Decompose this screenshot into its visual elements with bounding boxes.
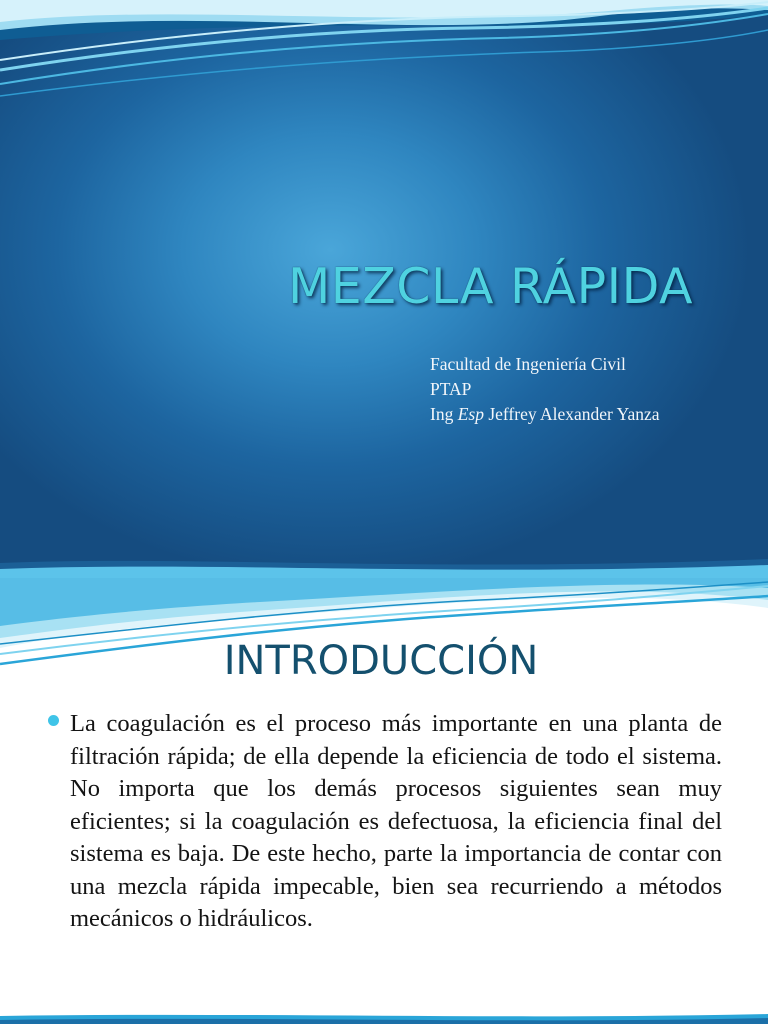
bottom-wave-decoration bbox=[0, 555, 768, 578]
slide-title: MEZCLA RÁPIDA bbox=[288, 258, 694, 315]
bullet-text: La coagulación es el proceso más importante en una planta de filtración rápida; de ella depende la eficiencia de todo el sistema. No importa que los demás procesos siguientes sean muy eficientes; si la coagulación es defectuosa, la eficiencia final del sistema es baja. De este hecho, parte la importancia de contar con una mezcla rápida impecable, bien sea recurriendo a métodos mecánicos o hidráulicos. bbox=[70, 710, 722, 932]
introduction-slide bbox=[0, 578, 768, 1024]
author-name: Jeffrey Alexander Yanza bbox=[483, 404, 660, 424]
faculty-line: Facultad de Ingeniería Civil bbox=[430, 354, 626, 374]
section-heading: INTRODUCCIÓN bbox=[223, 638, 539, 684]
top-wave-decoration bbox=[0, 0, 768, 110]
bottom-wave-decoration bbox=[0, 1012, 768, 1024]
bullet-icon bbox=[48, 715, 59, 726]
author-title-italic: Esp bbox=[457, 404, 484, 424]
author-title-prefix: Ing bbox=[430, 404, 458, 424]
program-line: PTAP bbox=[430, 379, 472, 399]
author-line bbox=[430, 402, 760, 427]
slide-subtitle bbox=[430, 352, 760, 427]
